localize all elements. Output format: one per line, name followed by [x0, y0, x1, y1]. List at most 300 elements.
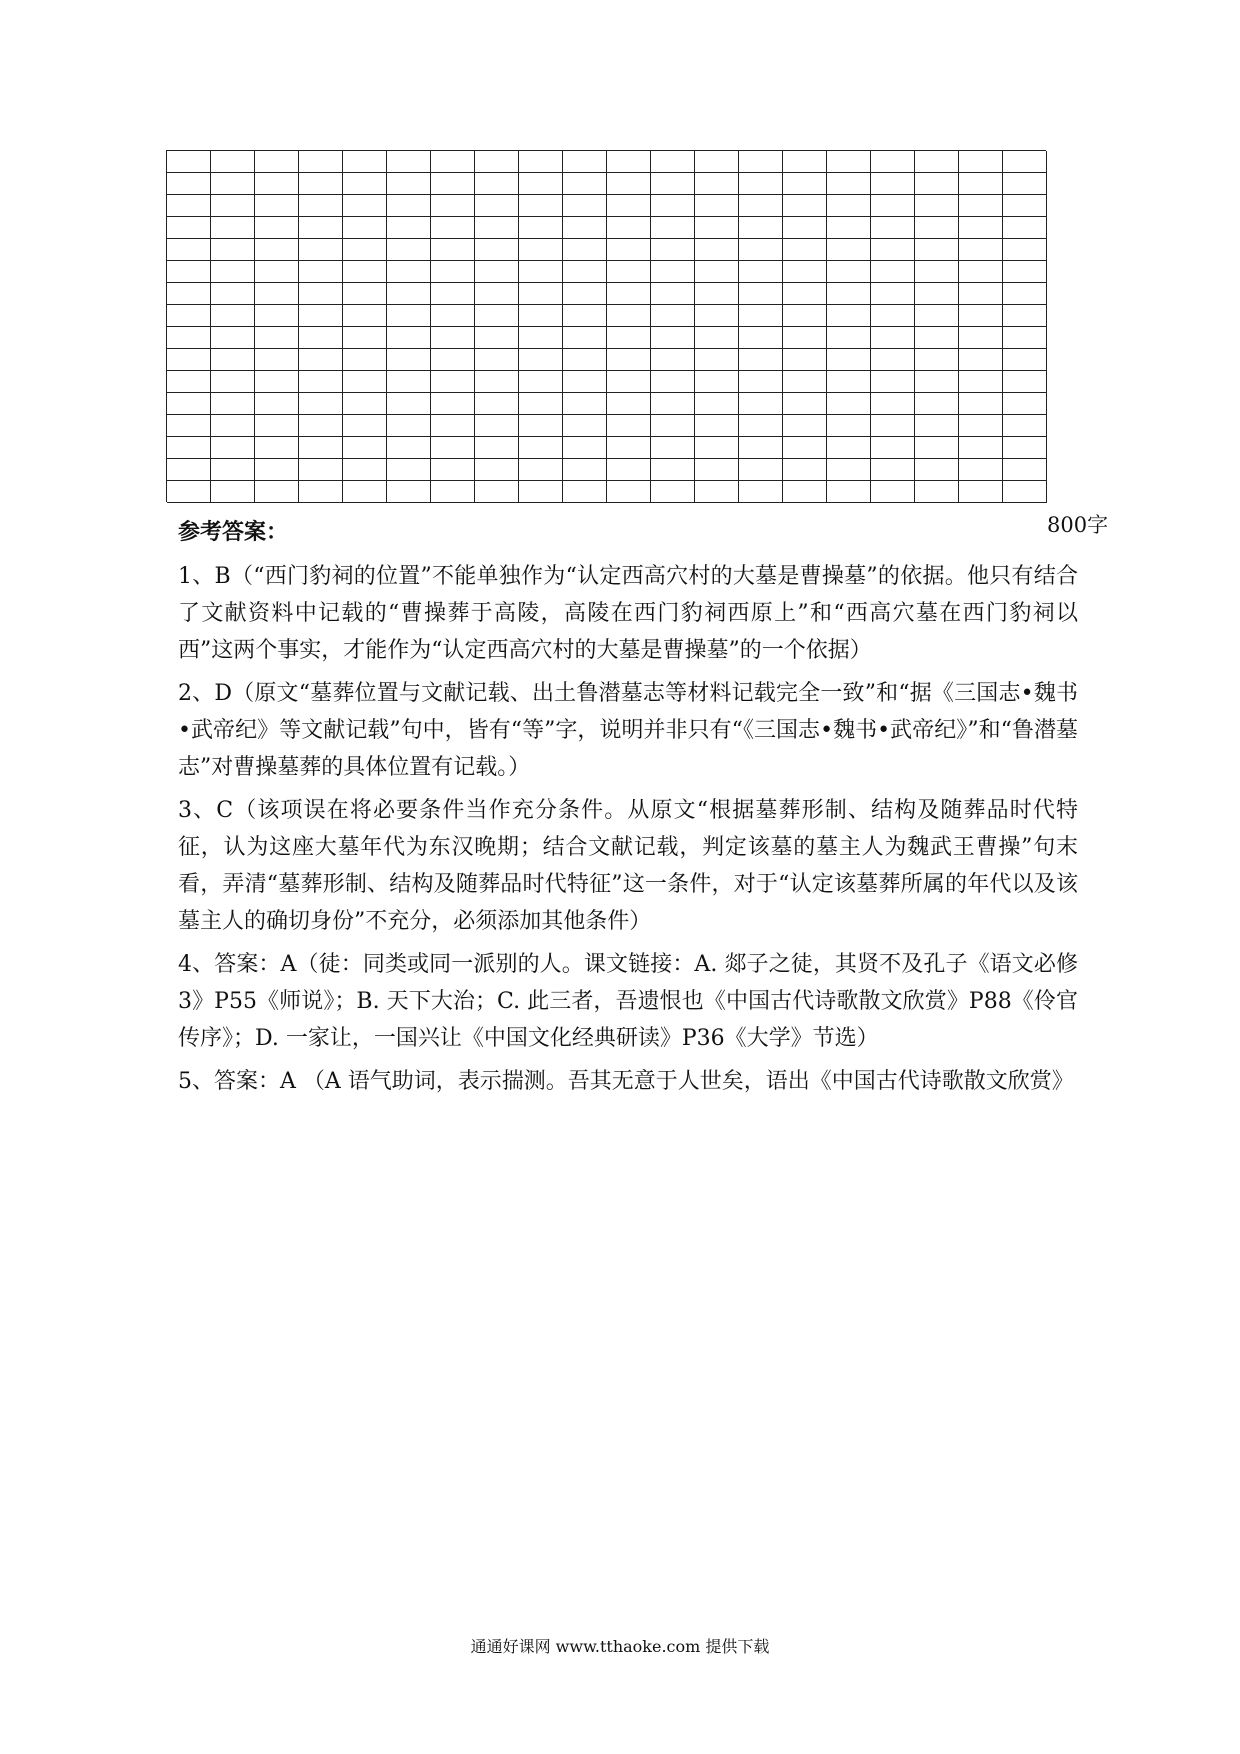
grid-cell [211, 261, 255, 283]
grid-cell [607, 393, 651, 415]
grid-cell [915, 217, 959, 239]
grid-cell [1003, 327, 1047, 349]
grid-cell [299, 151, 343, 173]
grid-cell [431, 261, 475, 283]
grid-cell [959, 415, 1003, 437]
grid-cell [1003, 261, 1047, 283]
grid-cell [871, 349, 915, 371]
grid-cell [783, 327, 827, 349]
grid-cell [343, 349, 387, 371]
grid-cell [431, 173, 475, 195]
grid-cell [563, 393, 607, 415]
grid-cell [827, 173, 871, 195]
grid-cell [211, 481, 255, 503]
grid-cell [739, 437, 783, 459]
grid-cell [827, 393, 871, 415]
grid-cell [387, 371, 431, 393]
grid-cell [343, 437, 387, 459]
grid-cell [475, 481, 519, 503]
grid-cell [519, 481, 563, 503]
grid-cell [959, 437, 1003, 459]
grid-cell [299, 305, 343, 327]
grid-cell [563, 261, 607, 283]
grid-cell [607, 261, 651, 283]
grid-cell [1003, 393, 1047, 415]
grid-cell [167, 151, 211, 173]
grid-cell [563, 415, 607, 437]
grid-cell [211, 305, 255, 327]
grid-cell [255, 283, 299, 305]
grid-cell [695, 283, 739, 305]
grid-cell [915, 261, 959, 283]
grid-cell [695, 481, 739, 503]
grid-cell [871, 415, 915, 437]
grid-cell [695, 349, 739, 371]
grid-cell [959, 393, 1003, 415]
grid-cell [739, 415, 783, 437]
grid-cell [475, 415, 519, 437]
grid-cell [563, 481, 607, 503]
grid-cell [211, 393, 255, 415]
grid-cell [431, 283, 475, 305]
grid-cell [431, 217, 475, 239]
grid-cell [167, 393, 211, 415]
grid-cell [915, 305, 959, 327]
grid-cell [1003, 371, 1047, 393]
grid-cell [299, 349, 343, 371]
grid-cell [211, 239, 255, 261]
grid-cell [783, 481, 827, 503]
grid-cell [519, 151, 563, 173]
grid-cell [475, 327, 519, 349]
grid-cell [739, 371, 783, 393]
grid-cell [959, 459, 1003, 481]
grid-cell [255, 393, 299, 415]
grid-cell [651, 195, 695, 217]
grid-cell [211, 283, 255, 305]
grid-cell [695, 305, 739, 327]
grid-cell [211, 151, 255, 173]
grid-cell [607, 371, 651, 393]
grid-cell [871, 261, 915, 283]
grid-cell [343, 371, 387, 393]
grid-cell [827, 349, 871, 371]
grid-cell [299, 239, 343, 261]
grid-cell [475, 283, 519, 305]
grid-cell [915, 437, 959, 459]
grid-cell [915, 173, 959, 195]
grid-cell [871, 437, 915, 459]
grid-cell [475, 239, 519, 261]
grid-cell [1003, 217, 1047, 239]
grid-cell [387, 459, 431, 481]
grid-cell [563, 327, 607, 349]
grid-cell [695, 393, 739, 415]
grid-cell [651, 393, 695, 415]
grid-cell [695, 415, 739, 437]
grid-cell [827, 151, 871, 173]
grid-cell [167, 195, 211, 217]
grid-cell [1003, 415, 1047, 437]
grid-cell [563, 195, 607, 217]
grid-cell [255, 481, 299, 503]
grid-cell [519, 327, 563, 349]
grid-cell [959, 327, 1003, 349]
grid-cell [343, 239, 387, 261]
grid-cell [871, 305, 915, 327]
page-footer: 通通好课网 www.tthaoke.com 提供下载 [470, 1637, 770, 1656]
grid-cell [563, 239, 607, 261]
grid-cell [783, 415, 827, 437]
grid-cell [431, 415, 475, 437]
grid-cell [959, 283, 1003, 305]
answer-item-2: 2、D（原文“墓葬位置与文献记载、出土鲁潜墓志等材料记载完全一致”和“据《三国志•魏书•武帝纪》等文献记载”句中，皆有“等”字，说明并非只有“《三国志•魏书•武帝纪》”和“鲁潜墓志”对曹操墓葬的具体位置有记载。） [178, 681, 1078, 780]
grid-cell [255, 151, 299, 173]
grid-cell [211, 195, 255, 217]
grid-cell [827, 415, 871, 437]
grid-cell [871, 151, 915, 173]
grid-cell [343, 283, 387, 305]
grid-cell [475, 195, 519, 217]
grid-cell [607, 283, 651, 305]
grid-cell [827, 305, 871, 327]
grid-cell [519, 261, 563, 283]
grid-cell [651, 239, 695, 261]
grid-cell [695, 151, 739, 173]
grid-cell [211, 327, 255, 349]
grid-cell [651, 459, 695, 481]
grid-cell [255, 415, 299, 437]
grid-cell [431, 327, 475, 349]
grid-cell [167, 217, 211, 239]
grid-cell [431, 371, 475, 393]
grid-cell [343, 217, 387, 239]
grid-cell [167, 305, 211, 327]
grid-cell [607, 459, 651, 481]
grid-cell [651, 151, 695, 173]
grid-cell [959, 173, 1003, 195]
grid-cell [255, 261, 299, 283]
answer-section [178, 514, 1078, 1106]
grid-cell [739, 217, 783, 239]
grid-cell [959, 349, 1003, 371]
grid-cell [871, 217, 915, 239]
grid-cell [1003, 151, 1047, 173]
grid-cell [607, 173, 651, 195]
grid-cell [563, 151, 607, 173]
grid-cell [871, 283, 915, 305]
grid-cell [563, 459, 607, 481]
grid-cell [519, 239, 563, 261]
grid-cell [1003, 305, 1047, 327]
grid-cell [871, 173, 915, 195]
grid-cell [827, 217, 871, 239]
grid-cell [739, 393, 783, 415]
grid-cell [475, 371, 519, 393]
grid-cell [959, 481, 1003, 503]
grid-cell [695, 437, 739, 459]
grid-cell [343, 195, 387, 217]
grid-cell [607, 239, 651, 261]
grid-cell [475, 261, 519, 283]
grid-cell [475, 305, 519, 327]
grid-cell [167, 261, 211, 283]
grid-cell [387, 481, 431, 503]
grid-cell [343, 305, 387, 327]
grid-cell [519, 283, 563, 305]
grid-cell [739, 327, 783, 349]
grid-cell [343, 481, 387, 503]
grid-cell [563, 437, 607, 459]
grid-cell [739, 261, 783, 283]
grid-cell [299, 283, 343, 305]
grid-cell [211, 349, 255, 371]
grid-cell [387, 151, 431, 173]
grid-cell [387, 283, 431, 305]
grid-cell [167, 283, 211, 305]
grid-cell [431, 437, 475, 459]
grid-cell [255, 459, 299, 481]
grid-cell [387, 217, 431, 239]
grid-cell [871, 239, 915, 261]
grid-cell [255, 371, 299, 393]
grid-cell [783, 283, 827, 305]
grid-cell [651, 173, 695, 195]
grid-cell [255, 217, 299, 239]
grid-cell [783, 151, 827, 173]
grid-cell [255, 239, 299, 261]
grid-cell [211, 371, 255, 393]
word-count-label: 800字 [1047, 513, 1109, 537]
grid-cell [343, 393, 387, 415]
answer-item-3: 3、C（该项误在将必要条件当作充分条件。从原文“根据墓葬形制、结构及随葬品时代特征，认为这座大墓年代为东汉晚期；结合文献记载，判定该墓的墓主人为魏武王曹操”句末看，弄清“墓葬形制、结构及随葬品时代特征”这一条件，对于“认定该墓葬所属的年代以及该墓主人的确切身份”不充分，必须添加其他条件） [178, 798, 1078, 934]
grid-cell [915, 415, 959, 437]
grid-cell [563, 371, 607, 393]
grid-cell [651, 327, 695, 349]
grid-cell [343, 261, 387, 283]
grid-cell [211, 173, 255, 195]
grid-cell [871, 393, 915, 415]
grid-cell [959, 239, 1003, 261]
grid-cell [299, 217, 343, 239]
grid-cell [519, 459, 563, 481]
grid-cell [519, 415, 563, 437]
grid-cell [475, 217, 519, 239]
grid-cell [299, 459, 343, 481]
grid-cell [563, 349, 607, 371]
grid-cell [167, 327, 211, 349]
grid-cell [827, 437, 871, 459]
grid-cell [299, 261, 343, 283]
grid-cell [827, 239, 871, 261]
grid-cell [651, 305, 695, 327]
grid-cell [167, 173, 211, 195]
grid-cell [915, 481, 959, 503]
grid-cell [739, 151, 783, 173]
grid-cell [871, 327, 915, 349]
grid-cell [1003, 239, 1047, 261]
grid-cell [1003, 459, 1047, 481]
grid-cell [915, 283, 959, 305]
grid-cell [1003, 437, 1047, 459]
grid-cell [1003, 195, 1047, 217]
grid-cell [167, 371, 211, 393]
grid-cell [827, 481, 871, 503]
grid-cell [783, 195, 827, 217]
grid-cell [519, 217, 563, 239]
grid-cell [783, 261, 827, 283]
grid-cell [519, 195, 563, 217]
answer-item-5: 5、答案：A （A 语气助词，表示揣测。吾其无意于人世矣，语出《中国古代诗歌散文欣赏》 [178, 1069, 1074, 1094]
grid-cell [563, 173, 607, 195]
grid-cell [563, 217, 607, 239]
grid-cell [827, 459, 871, 481]
grid-cell [475, 151, 519, 173]
grid-cell [431, 195, 475, 217]
grid-cell [739, 349, 783, 371]
grid-cell [783, 393, 827, 415]
grid-cell [651, 415, 695, 437]
grid-cell [167, 239, 211, 261]
grid-cell [827, 371, 871, 393]
grid-cell [1003, 283, 1047, 305]
writing-grid [166, 150, 1046, 502]
grid-cell [915, 349, 959, 371]
grid-cell [783, 305, 827, 327]
grid-cell [519, 437, 563, 459]
grid-cell [167, 481, 211, 503]
grid-cell [255, 305, 299, 327]
grid-cell [783, 349, 827, 371]
grid-cell [519, 349, 563, 371]
grid-cell [607, 217, 651, 239]
grid-cell [387, 305, 431, 327]
grid-cell [651, 371, 695, 393]
grid-cell [519, 173, 563, 195]
answers-title: 参考答案： [178, 519, 289, 545]
grid-cell [167, 415, 211, 437]
grid-cell [651, 349, 695, 371]
grid-cell [167, 437, 211, 459]
grid-cell [431, 305, 475, 327]
grid-cell [783, 173, 827, 195]
grid-cell [211, 415, 255, 437]
grid-cell [519, 393, 563, 415]
grid-cell [915, 195, 959, 217]
grid-cell [431, 151, 475, 173]
grid-cell [695, 371, 739, 393]
grid-cell [255, 195, 299, 217]
grid-cell [299, 481, 343, 503]
grid-cell [343, 415, 387, 437]
grid-cell [1003, 481, 1047, 503]
grid-cell [827, 283, 871, 305]
grid-cell [871, 481, 915, 503]
grid-cell [255, 173, 299, 195]
grid-cell [915, 393, 959, 415]
grid-cell [519, 305, 563, 327]
grid-cell [431, 239, 475, 261]
grid-cell [343, 327, 387, 349]
grid-cell [739, 459, 783, 481]
answer-item-1: 1、B（“西门豹祠的位置”不能单独作为“认定西高穴村的大墓是曹操墓”的依据。他只有结合了文献资料中记载的“曹操葬于高陵，高陵在西门豹祠西原上”和“西高穴墓在西门豹祠以西”这两个事实，才能作为“认定西高穴村的大墓是曹操墓”的一个依据） [178, 564, 1078, 663]
grid-cell [607, 437, 651, 459]
grid-cell [959, 371, 1003, 393]
grid-cell [827, 261, 871, 283]
grid-cell [915, 371, 959, 393]
grid-cell [739, 173, 783, 195]
grid-cell [299, 173, 343, 195]
grid-cell [651, 437, 695, 459]
answer-item-4: 4、答案：A（徒：同类或同一派别的人。课文链接：A. 郯子之徒，其贤不及孔子《语文必修3》P55《师说》；B. 天下大治；C. 此三者，吾遗恨也《中国古代诗歌散文欣赏》P88《伶官传序》；D. 一家让，一国兴让《中国文化经典研读》P36《大学》节选） [178, 952, 1078, 1051]
grid-cell [167, 349, 211, 371]
grid-cell [739, 239, 783, 261]
grid-cell [739, 305, 783, 327]
grid-cell [299, 371, 343, 393]
grid-cell [387, 239, 431, 261]
grid-cell [211, 217, 255, 239]
grid-cell [915, 327, 959, 349]
grid-cell [1003, 349, 1047, 371]
grid-cell [695, 327, 739, 349]
grid-cell [695, 195, 739, 217]
grid-cell [1003, 173, 1047, 195]
grid-cell [431, 481, 475, 503]
grid-cell [299, 437, 343, 459]
grid-cell [651, 481, 695, 503]
grid-cell [387, 415, 431, 437]
grid-cell [915, 459, 959, 481]
grid-cell [387, 393, 431, 415]
grid-cell [607, 327, 651, 349]
grid-cell [695, 261, 739, 283]
grid-cell [783, 437, 827, 459]
grid-cell [871, 195, 915, 217]
grid-cell [387, 261, 431, 283]
grid-cell [255, 437, 299, 459]
grid-cell [651, 217, 695, 239]
grid-cell [783, 217, 827, 239]
grid-cell [431, 349, 475, 371]
grid-cell [607, 481, 651, 503]
grid-cell [387, 173, 431, 195]
grid-cell [475, 173, 519, 195]
grid-cell [475, 437, 519, 459]
grid-cell [695, 217, 739, 239]
grid-cell [431, 459, 475, 481]
grid-cell [607, 151, 651, 173]
grid-cell [475, 349, 519, 371]
grid-cell [343, 173, 387, 195]
grid-cell [783, 371, 827, 393]
grid-cell [607, 195, 651, 217]
grid-cell [387, 327, 431, 349]
grid-cell [431, 393, 475, 415]
grid-cell [915, 239, 959, 261]
grid-cell [959, 195, 1003, 217]
grid-cell [739, 195, 783, 217]
grid-cell [959, 217, 1003, 239]
grid-cell [211, 459, 255, 481]
grid-cell [299, 393, 343, 415]
grid-cell [651, 283, 695, 305]
grid-cell [959, 151, 1003, 173]
grid-cell [827, 327, 871, 349]
grid-cell [299, 415, 343, 437]
grid-cell [739, 481, 783, 503]
grid-cell [211, 437, 255, 459]
grid-cell [827, 195, 871, 217]
